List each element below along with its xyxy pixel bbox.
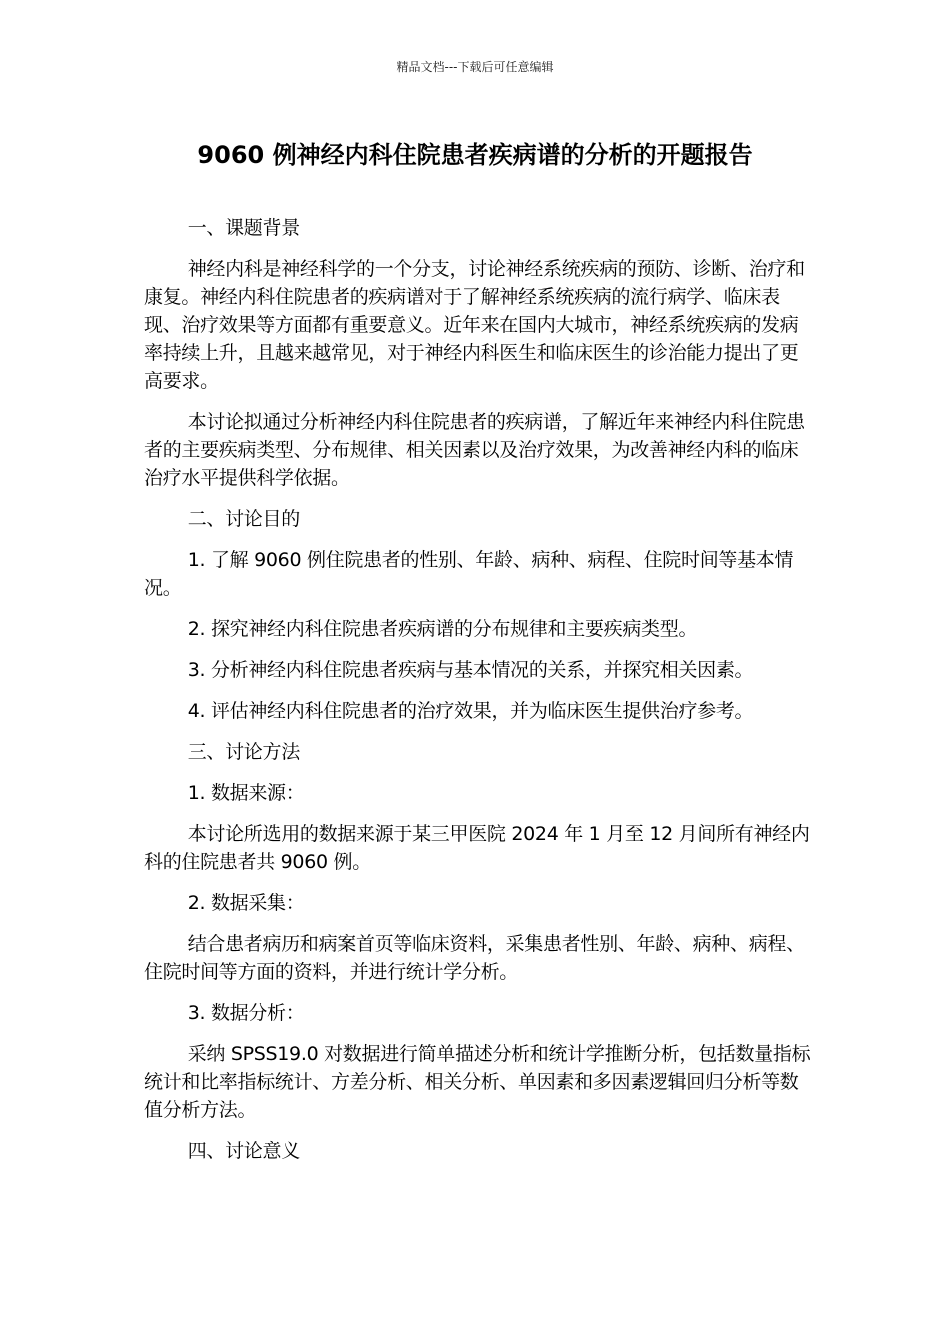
section-heading-methods: 三、讨论方法	[187, 741, 300, 763]
document-title: 9060 例神经内科住院患者疾病谱的分析的开题报告	[197, 141, 753, 169]
section-heading-background: 一、课题背景	[187, 217, 300, 239]
purpose-item-1: 1. 了解 9060 例住院患者的性别、年龄、病种、病程、住院时间等基本情况。	[144, 549, 794, 599]
header-note: 精品文档---下载后可任意编辑	[396, 60, 554, 74]
paragraph-background-2: 本讨论拟通过分析神经内科住院患者的疾病谱，了解近年来神经内科住院患者的主要疾病类型、分布规律、相关因素以及治疗效果，为改善神经内科的临床治疗水平提供科学依据。	[144, 411, 805, 489]
paragraph-background-1: 神经内科是神经科学的一个分支，讨论神经系统疾病的预防、诊断、治疗和康复。神经内科住院患者的疾病谱对于了解神经系统疾病的流行病学、临床表现、治疗效果等方面都有重要意义。近年来在国内大城市，神经系统疾病的发病率持续上升，且越来越常见，对于神经内科医生和临床医生的诊治能力提出了更高要求。	[144, 258, 805, 392]
purpose-item-2: 2. 探究神经内科住院患者疾病谱的分布规律和主要疾病类型。	[187, 618, 698, 640]
document-body	[144, 214, 814, 1178]
section-heading-purpose: 二、讨论目的	[187, 508, 300, 530]
section-heading-significance: 四、讨论意义	[187, 1140, 300, 1162]
method-subheading-analysis: 3. 数据分析：	[187, 1002, 305, 1024]
method-subheading-source: 1. 数据来源：	[187, 782, 305, 804]
purpose-item-4: 4. 评估神经内科住院患者的治疗效果，并为临床医生提供治疗参考。	[187, 700, 754, 722]
purpose-item-3: 3. 分析神经内科住院患者疾病与基本情况的关系，并探究相关因素。	[187, 659, 754, 681]
method-paragraph-collection: 结合患者病历和病案首页等临床资料，采集患者性别、年龄、病种、病程、住院时间等方面的资料，并进行统计学分析。	[144, 933, 805, 983]
method-paragraph-analysis: 采纳 SPSS19.0 对数据进行简单描述分析和统计学推断分析，包括数量指标统计和比率指标统计、方差分析、相关分析、单因素和多因素逻辑回归分析等数值分析方法。	[144, 1043, 811, 1121]
method-subheading-collection: 2. 数据采集：	[187, 892, 305, 914]
method-paragraph-source: 本讨论所选用的数据来源于某三甲医院 2024 年 1 月至 12 月间所有神经内科的住院患者共 9060 例。	[144, 823, 810, 873]
